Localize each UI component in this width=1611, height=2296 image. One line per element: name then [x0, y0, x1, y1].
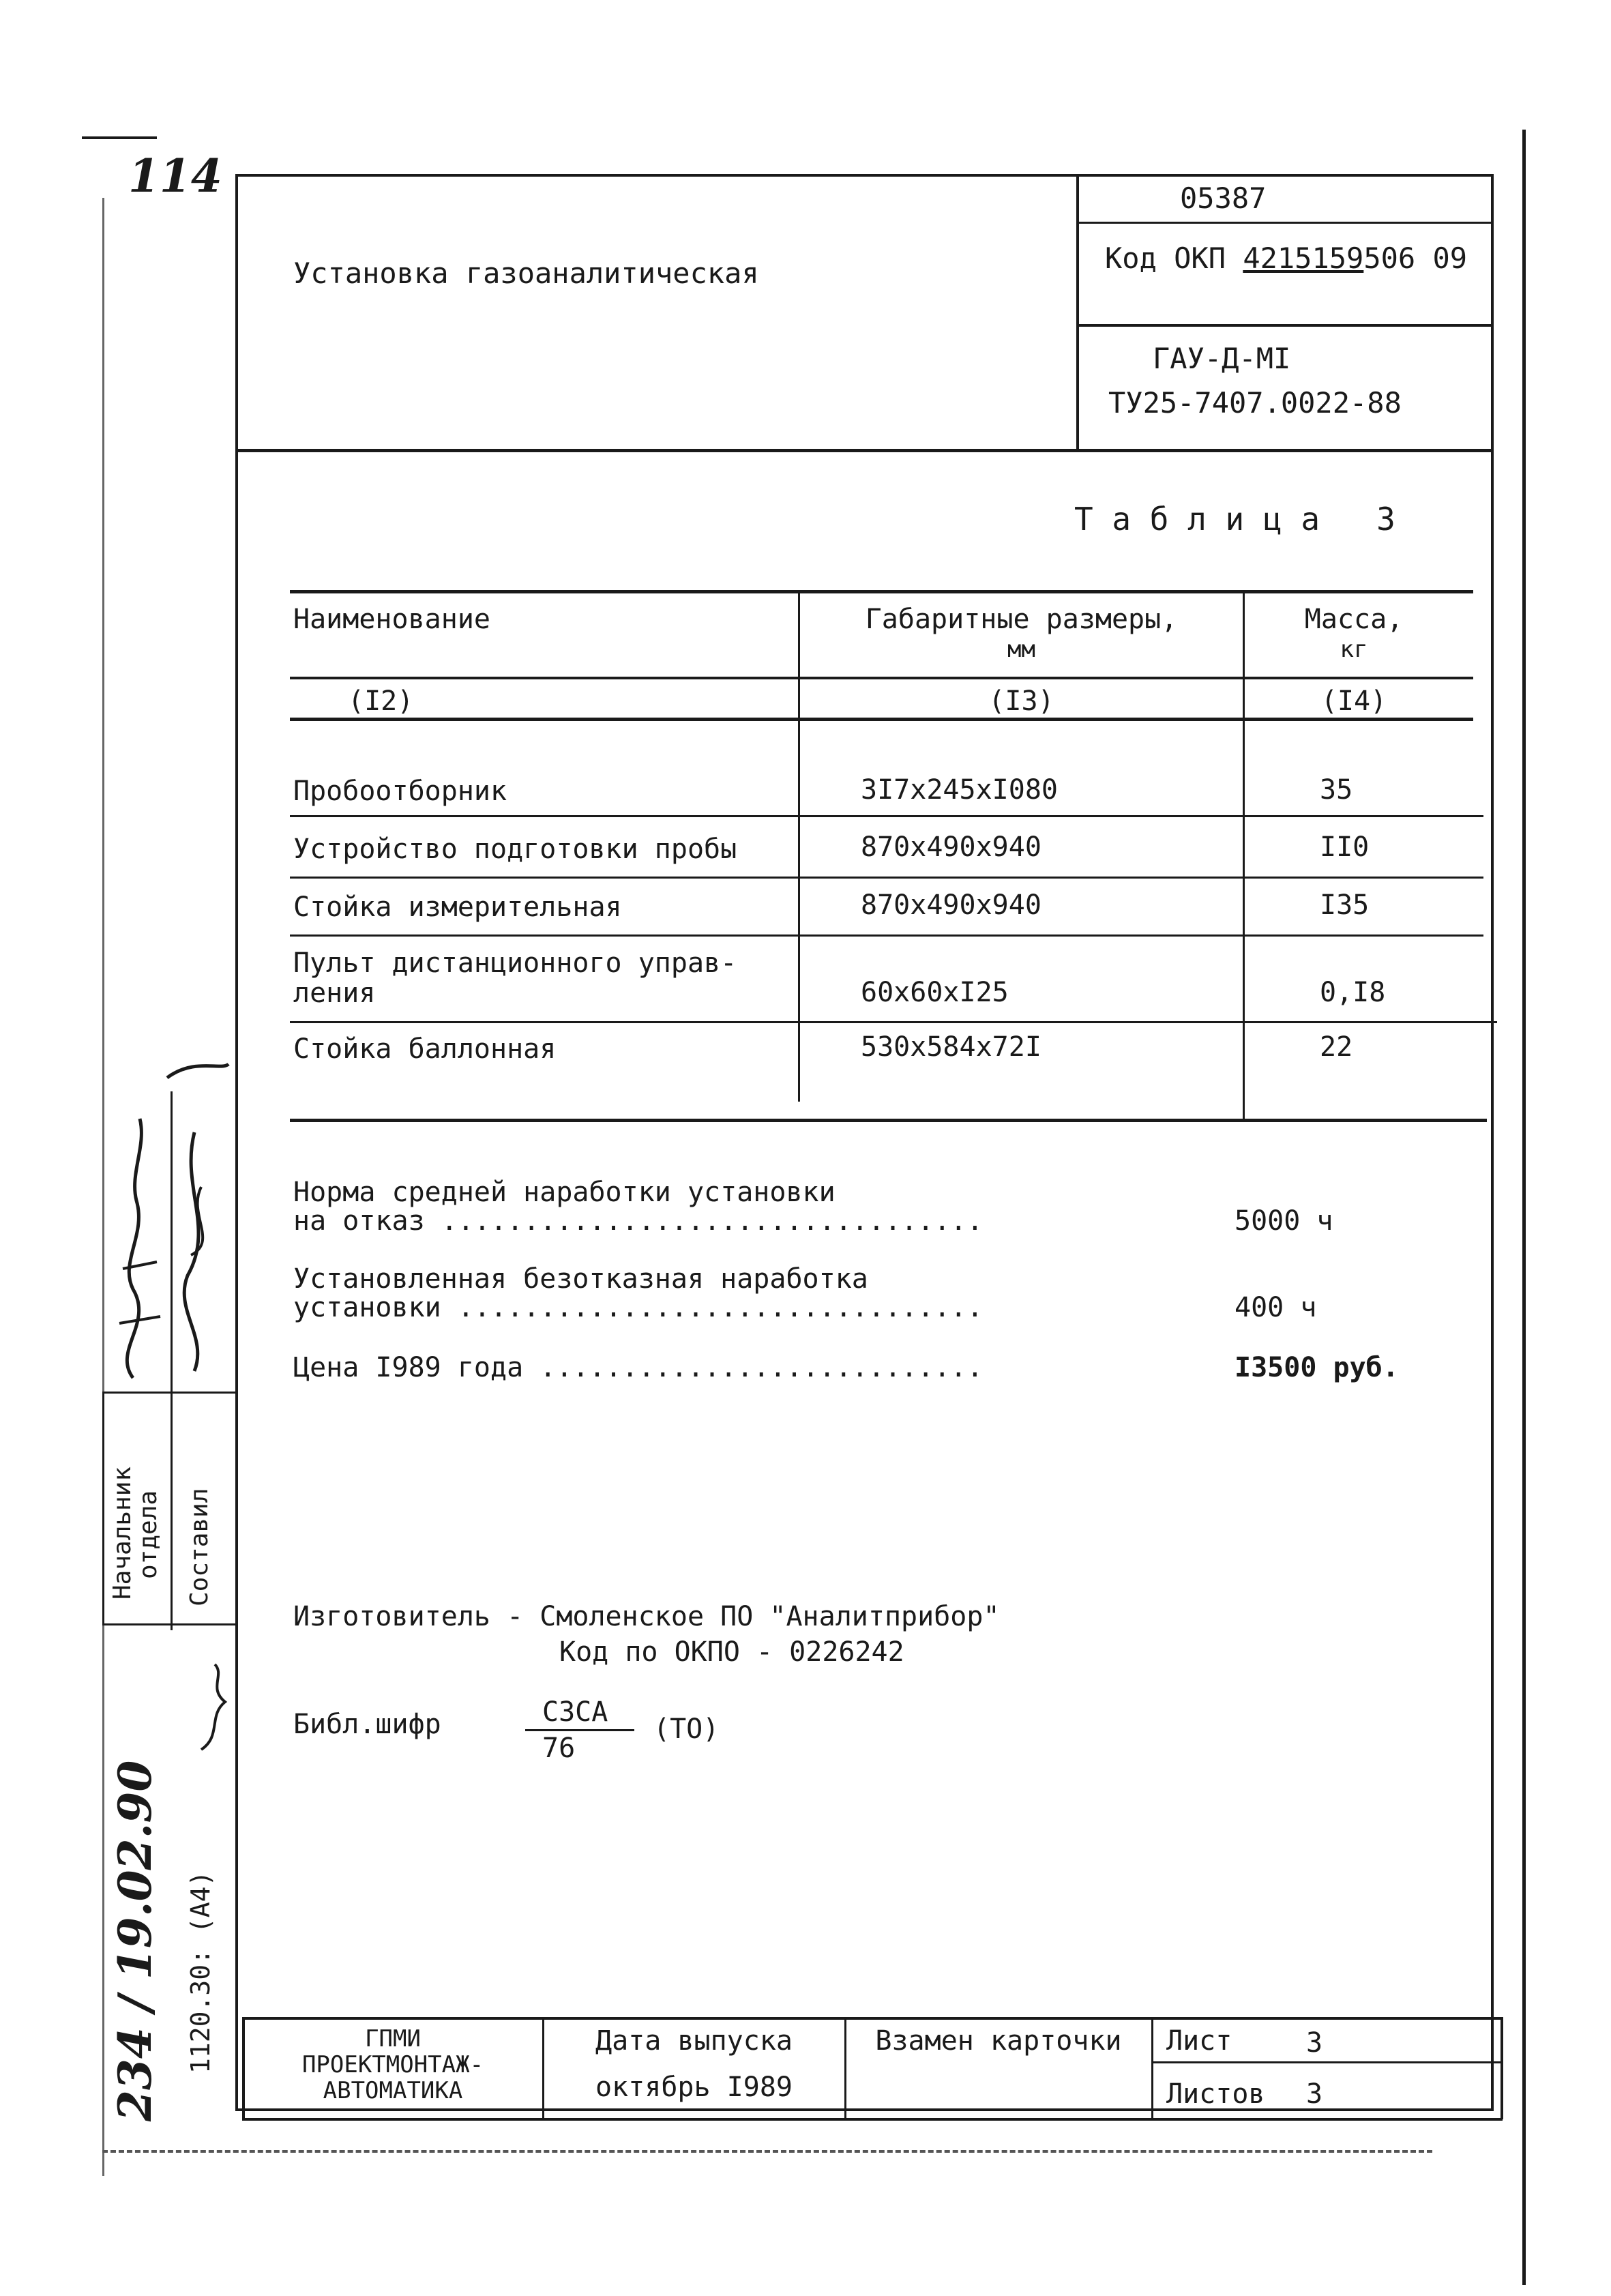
org-name-line1: ГПМИ [365, 2025, 421, 2052]
handwritten-date: 234 / 19.02.90 [108, 1760, 162, 2121]
okp-code-rest: 506 09 [1363, 241, 1468, 275]
signature-date-initials [194, 1661, 235, 1756]
compiled-by-label: Составил [186, 1488, 213, 1606]
table-col-divider-2 [1243, 593, 1245, 1119]
row-4-name: Пульт дистанционного управ- [293, 947, 737, 979]
col-header-dims-unit: мм [1007, 636, 1035, 663]
product-title: Установка газоаналитическая [293, 256, 759, 290]
code-divider-1 [1078, 222, 1494, 224]
release-date-value: октябрь I989 [595, 2072, 793, 2103]
table-top-line [290, 590, 1473, 593]
row-5-name: Стойка баллонная [293, 1033, 557, 1065]
head-of-dept-label: Начальник [108, 1466, 136, 1600]
col-header-mass-unit: кг [1340, 636, 1368, 663]
footer-right-line [1501, 2017, 1503, 2119]
footer-left-line [242, 2017, 245, 2119]
product-code: 05387 [1180, 181, 1267, 215]
table-header-line [290, 677, 1473, 679]
footer-divider-2 [844, 2017, 846, 2119]
row-2-mass: II0 [1320, 831, 1370, 863]
row-line-1 [290, 815, 1483, 817]
price-label: Цена I989 года ........................... [293, 1352, 984, 1383]
mtbf-label: Норма средней наработки установки [293, 1177, 836, 1208]
row-3-mass: I35 [1320, 889, 1370, 921]
footer-divider-1 [542, 2017, 544, 2119]
okp-code-underlined: 4215159 [1243, 241, 1364, 275]
table-col-divider-1 [798, 593, 800, 1102]
footer-divider-3 [1151, 2017, 1153, 2119]
sheets-total-label: Листов [1166, 2078, 1265, 2110]
reliability-label-cont: установки ................................ [293, 1292, 984, 1323]
mtbf-label-cont: на отказ ................................. [293, 1205, 984, 1237]
col-header-mass: Масса, [1304, 604, 1404, 635]
row-2-name: Устройство подготовки пробы [293, 834, 737, 865]
table-bottom-line [290, 1119, 1487, 1122]
row-5-dims: 530x584x72I [861, 1031, 1041, 1063]
replaces-card-label: Взамен карточки [875, 2025, 1122, 2057]
row-line-2 [290, 877, 1483, 879]
library-suffix: (ТО) [653, 1713, 720, 1745]
header-divider [1076, 174, 1079, 450]
footer-bottom-line [242, 2118, 1503, 2121]
manufacturer-code: Код по ОКПО - 0226242 [559, 1636, 904, 1668]
header-bottom-line [235, 449, 1494, 452]
org-name-line3: АВТОМАТИКА [323, 2077, 463, 2104]
head-of-dept-label-cont: отдела [134, 1490, 162, 1579]
row-1-dims: 3I7x245xI080 [861, 774, 1058, 806]
row-1-mass: 35 [1320, 774, 1353, 806]
stamp-left-line [102, 1392, 104, 1623]
code-divider-2 [1078, 324, 1494, 327]
table-codes-line [290, 718, 1473, 721]
signature-compiler [153, 1050, 235, 1385]
bottom-scan-line [102, 2147, 1432, 2153]
col-header-dims: Габаритные размеры, [865, 604, 1178, 635]
okp-label: Код ОКП [1105, 241, 1226, 275]
right-edge-line [1522, 130, 1526, 2285]
sheet-label: Лист [1166, 2025, 1232, 2057]
library-fraction-bar [525, 1729, 634, 1731]
row-line-3 [290, 934, 1483, 937]
sheets-total-number: 3 [1306, 2078, 1323, 2110]
product-model: ГАУ-Д-MI [1153, 342, 1291, 375]
col-header-name: Наименование [293, 604, 490, 635]
form-code: 1120.30: (А4) [186, 1870, 216, 2074]
reliability-value: 400 ч [1235, 1292, 1317, 1323]
stamp-top-line [102, 1392, 235, 1394]
mtbf-value: 5000 ч [1235, 1205, 1333, 1237]
release-date-label: Дата выпуска [595, 2025, 793, 2057]
technical-spec: ТУ25-7407.0022-88 [1108, 386, 1402, 420]
library-label: Библ.шифр [293, 1709, 441, 1740]
row-1-name: Пробоотборник [293, 776, 507, 807]
row-4-name-cont: ления [293, 977, 376, 1009]
row-4-mass: 0,I8 [1320, 977, 1386, 1008]
sheet-number: 3 [1306, 2027, 1323, 2059]
form-border [235, 174, 1494, 2111]
footer-sheet-divider [1153, 2061, 1502, 2063]
library-numerator: СЗСА [542, 1696, 608, 1728]
row-5-mass: 22 [1320, 1031, 1353, 1063]
stamp-bottom-line [102, 1623, 235, 1625]
left-edge-line [102, 198, 104, 2176]
library-denominator: 76 [542, 1733, 576, 1764]
row-line-4 [290, 1021, 1497, 1023]
row-3-dims: 870x490x940 [861, 889, 1041, 921]
manufacturer-line: Изготовитель - Смоленское ПО "Аналитприбор" [293, 1601, 1000, 1632]
price-value: I3500 руб. [1235, 1352, 1399, 1383]
footer-top-line [242, 2017, 1503, 2020]
reliability-label: Установленная безотказная наработка [293, 1263, 868, 1295]
top-edge-line [82, 136, 157, 139]
table-caption: Т а б л и ц а 3 [1074, 501, 1395, 538]
row-4-dims: 60x60xI25 [861, 977, 1009, 1008]
col-code-mass: (I4) [1320, 686, 1387, 717]
col-code-name: (I2) [348, 686, 414, 717]
org-name-line2: ПРОЕКТМОНТАЖ- [301, 2051, 484, 2078]
col-code-dims: (I3) [988, 686, 1054, 717]
page-number: 114 [128, 149, 222, 203]
row-3-name: Стойка измерительная [293, 892, 622, 923]
okp-code [1105, 241, 1468, 275]
row-2-dims: 870x490x940 [861, 831, 1041, 863]
